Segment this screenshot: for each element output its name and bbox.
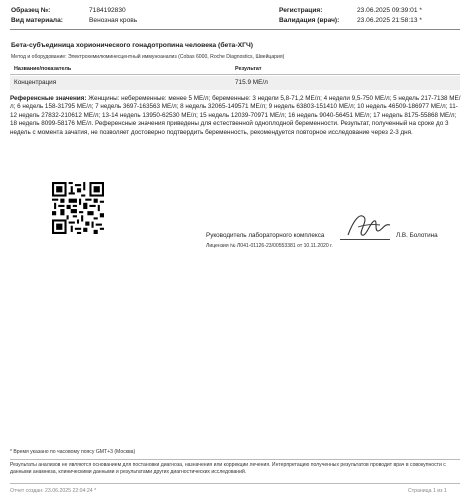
registration-label: Регистрация:: [279, 7, 323, 14]
material-label: Вид материала:: [11, 17, 63, 24]
signature-name: Л.В. Болотина: [396, 232, 438, 239]
table-header-divider: [10, 74, 460, 75]
validation-value: 23.06.2025 21:58:13 *: [357, 17, 422, 24]
test-title: Бета-субъединица хорионического гонадотропина человека (бета-ХГЧ): [11, 42, 254, 49]
row-name: Концентрация: [14, 79, 57, 86]
license-text: Лицензия № Л041-01126-23/00553381 от 10.11.2020 г.: [206, 243, 333, 249]
sample-number-value: 7184192830: [89, 7, 126, 14]
column-header-name: Название/показатель: [14, 66, 72, 72]
footer-divider: [10, 459, 460, 460]
validation-label: Валидация (врач):: [279, 17, 340, 24]
registration-value: 23.06.2025 09:39:01 *: [357, 7, 422, 14]
signature-role: Руководитель лабораторного комплекса: [206, 232, 325, 239]
material-value: Венозная кровь: [89, 17, 138, 24]
time-note: * Время указано по часовому поясу GMT+3 (Москва): [10, 449, 136, 455]
reference-text: Женщины: небеременные: менее 5 МЕ/л; беременные: 3 недели 5,8-71,2 МЕ/л; 4 недели 9,5-750 МЕ/л; 5 недель 217-7138 МЕ/л; 6 недель 158-31795 МЕ/л; 7 недель 3697-163563 МЕ/л; 8 недель 32065-149571 МЕ/л; 9 недель 63803-151410 МЕ/л; 10 недель 46509-186977 МЕ/л; 11-12 недель 27832-210612 МЕ/л; 13-14 недель 13950-62530 МЕ/л; 15 недель 12039-70971 МЕ/л; 16 недель 9040-56451 МЕ/л; 17 недель 8175-55868 МЕ/л; 18 недель 8099-58176 МЕ/л. Референсные значения приведены для естественной одноплодной беременности. Результат, полученный на сроке до 3 недель с момента зачатия, не позволяет достоверно подтвердить беременность, рекомендуется повторное исследование через 2-3 дня.: [10, 95, 461, 136]
footer-divider-bottom: [10, 483, 460, 484]
row-result: 715.9 МЕ/л: [235, 79, 268, 86]
header-divider: [10, 29, 460, 30]
disclaimer-text: Результаты анализов не являются основанием для постановки диагноза, назначения или коррекции лечения. Интерпретацию полученных результатов проводит врач в совокупности с данными анамнеза, клиническими данными и результатами других диагностических исследований.: [10, 462, 446, 475]
reference-label: Референсные значения:: [10, 95, 87, 102]
sample-number-label: Образец №:: [11, 7, 51, 14]
report-created: Отчет создан: 23.06.2025 22:04:24 *: [10, 488, 97, 494]
table-row: [10, 76, 460, 90]
qr-code-icon: [52, 182, 104, 234]
column-header-result: Результат: [235, 66, 262, 72]
method-text: Метод и оборудование: Электрохемилюминесцентный иммуноанализ (Cobas 6000, Roche Diagnostics, Швейцария): [11, 54, 285, 60]
reference-values: [10, 95, 462, 137]
signature-icon: [344, 209, 396, 241]
page-number: Страница 1 из 1: [408, 488, 447, 494]
